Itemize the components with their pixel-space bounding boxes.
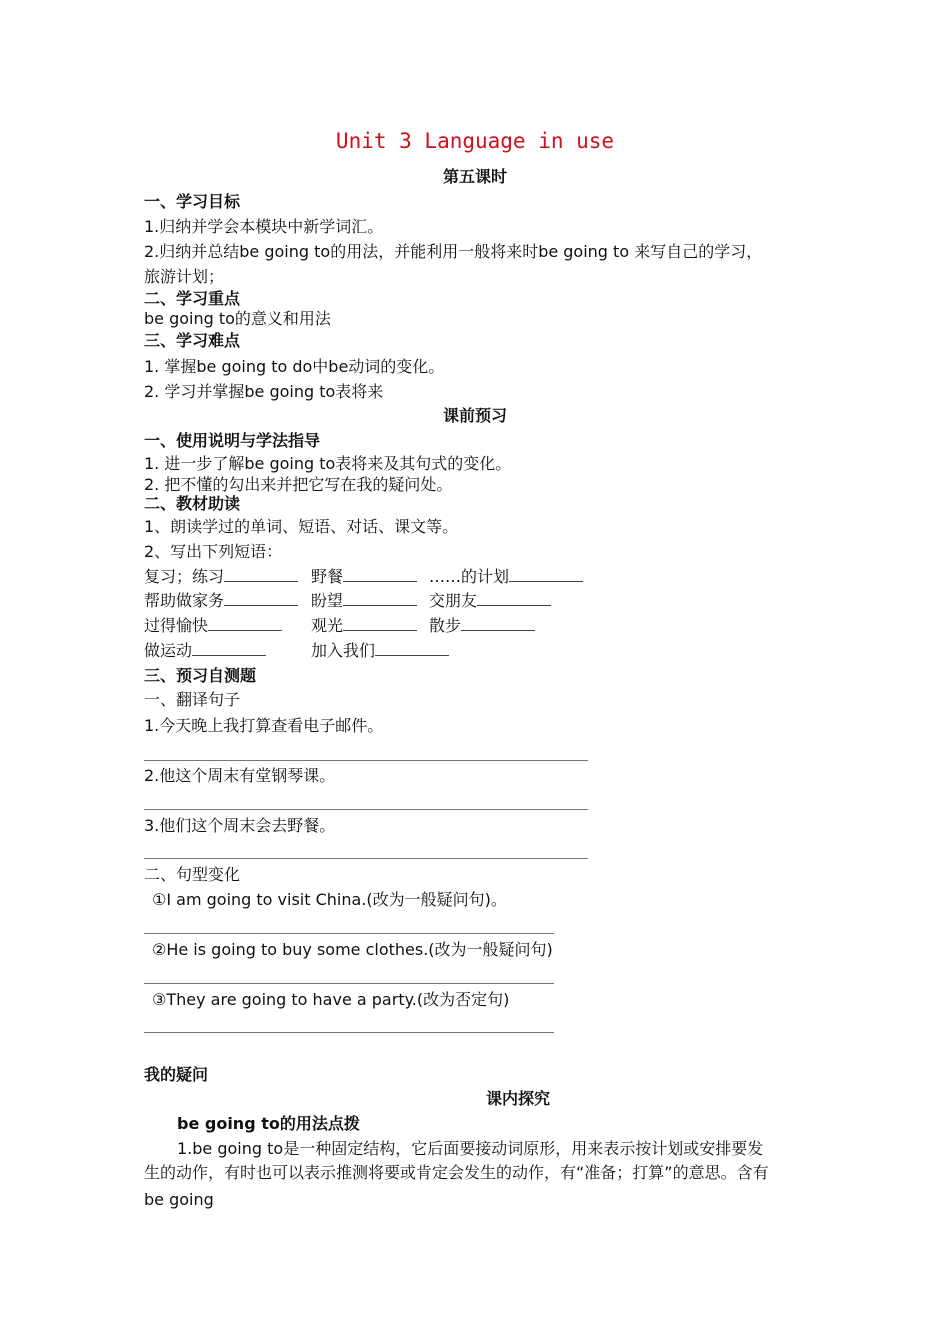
answer-blank[interactable] [224, 567, 298, 582]
answer-blank[interactable] [224, 591, 298, 606]
phrase-item: ……的计划 [429, 567, 583, 587]
phrase-item: 做运动 [144, 641, 266, 661]
phrase-item: 复习；练习 [144, 567, 298, 587]
section-heading: 一、使用说明与学法指导 [144, 431, 321, 450]
answer-blank[interactable] [343, 616, 417, 631]
goal-item: 1.归纳并学会本模块中新学词汇。 [144, 217, 384, 236]
section-heading: 三、预习自测题 [144, 666, 257, 685]
goal-item: 2.归纳并总结be going to的用法，并能利用一般将来时be going to 来写自己的学习， [144, 242, 763, 261]
phrase-item: 散步 [429, 616, 535, 636]
translate-item: 1.今天晚上我打算查看电子邮件。 [144, 716, 384, 735]
answer-blank[interactable] [343, 591, 417, 606]
explore-heading: 课内探究 [485, 1089, 551, 1108]
document-title: Unit 3 Language in use [335, 129, 615, 153]
instruction-item: 2. 把不懂的勾出来并把它写在我的疑问处。 [144, 475, 453, 494]
answer-blank[interactable] [208, 616, 282, 631]
answer-line[interactable] [144, 858, 588, 859]
transform-item: ①I am going to visit China.(改为一般疑问句)。 [152, 890, 507, 909]
transform-item: ②He is going to buy some clothes.(改为一般疑问句) [152, 940, 553, 959]
answer-line[interactable] [144, 933, 554, 934]
difficulty-item: 1. 掌握be going to do中be动词的变化。 [144, 357, 445, 376]
answer-line[interactable] [144, 1032, 554, 1033]
phrase-item: 加入我们 [311, 641, 449, 661]
explore-paragraph: be going [144, 1190, 214, 1209]
instruction-item: 1. 进一步了解be going to表将来及其句式的变化。 [144, 454, 512, 473]
answer-line[interactable] [144, 809, 588, 810]
phrase-item: 盼望 [311, 591, 417, 611]
translate-item: 2.他这个周末有堂钢琴课。 [144, 766, 336, 785]
answer-blank[interactable] [477, 591, 551, 606]
answer-line[interactable] [144, 983, 554, 984]
phrase-item: 过得愉快 [144, 616, 282, 636]
goal-item-cont: 旅游计划； [144, 267, 225, 286]
answer-blank[interactable] [509, 567, 583, 582]
subsection-heading: 一、翻译句子 [144, 690, 241, 709]
answer-blank[interactable] [461, 616, 535, 631]
explore-paragraph: 1.be going to是一种固定结构，它后面要接动词原形，用来表示按计划或安排要发 [177, 1139, 764, 1158]
section-heading: 一、学习目标 [144, 192, 241, 211]
phrase-item: 交朋友 [429, 591, 551, 611]
questions-heading: 我的疑问 [144, 1065, 209, 1084]
phrase-item: 观光 [311, 616, 417, 636]
explore-subheading: be going to的用法点拨 [177, 1114, 360, 1133]
section-heading: 三、学习难点 [144, 331, 241, 350]
answer-blank[interactable] [343, 567, 417, 582]
lesson-subtitle: 第五课时 [442, 167, 508, 186]
reading-item: 1、朗读学过的单词、短语、对话、课文等。 [144, 517, 459, 536]
answer-blank[interactable] [375, 641, 449, 656]
reading-item: 2、写出下列短语： [144, 542, 283, 561]
preview-heading: 课前预习 [442, 406, 508, 425]
subsection-heading: 二、句型变化 [144, 865, 241, 884]
transform-item: ③They are going to have a party.(改为否定句) [152, 990, 510, 1009]
translate-item: 3.他们这个周末会去野餐。 [144, 816, 336, 835]
explore-paragraph: 生的动作，有时也可以表示推测将要或肯定会发生的动作，有“准备；打算”的意思。含有 [144, 1163, 769, 1182]
section-heading: 二、教材助读 [144, 494, 241, 513]
answer-blank[interactable] [192, 641, 266, 656]
difficulty-item: 2. 学习并掌握be going to表将来 [144, 382, 384, 401]
phrase-item: 帮助做家务 [144, 591, 298, 611]
section-heading: 二、学习重点 [144, 289, 241, 308]
answer-line[interactable] [144, 760, 588, 761]
phrase-item: 野餐 [311, 567, 417, 587]
key-point: be going to的意义和用法 [144, 309, 331, 328]
